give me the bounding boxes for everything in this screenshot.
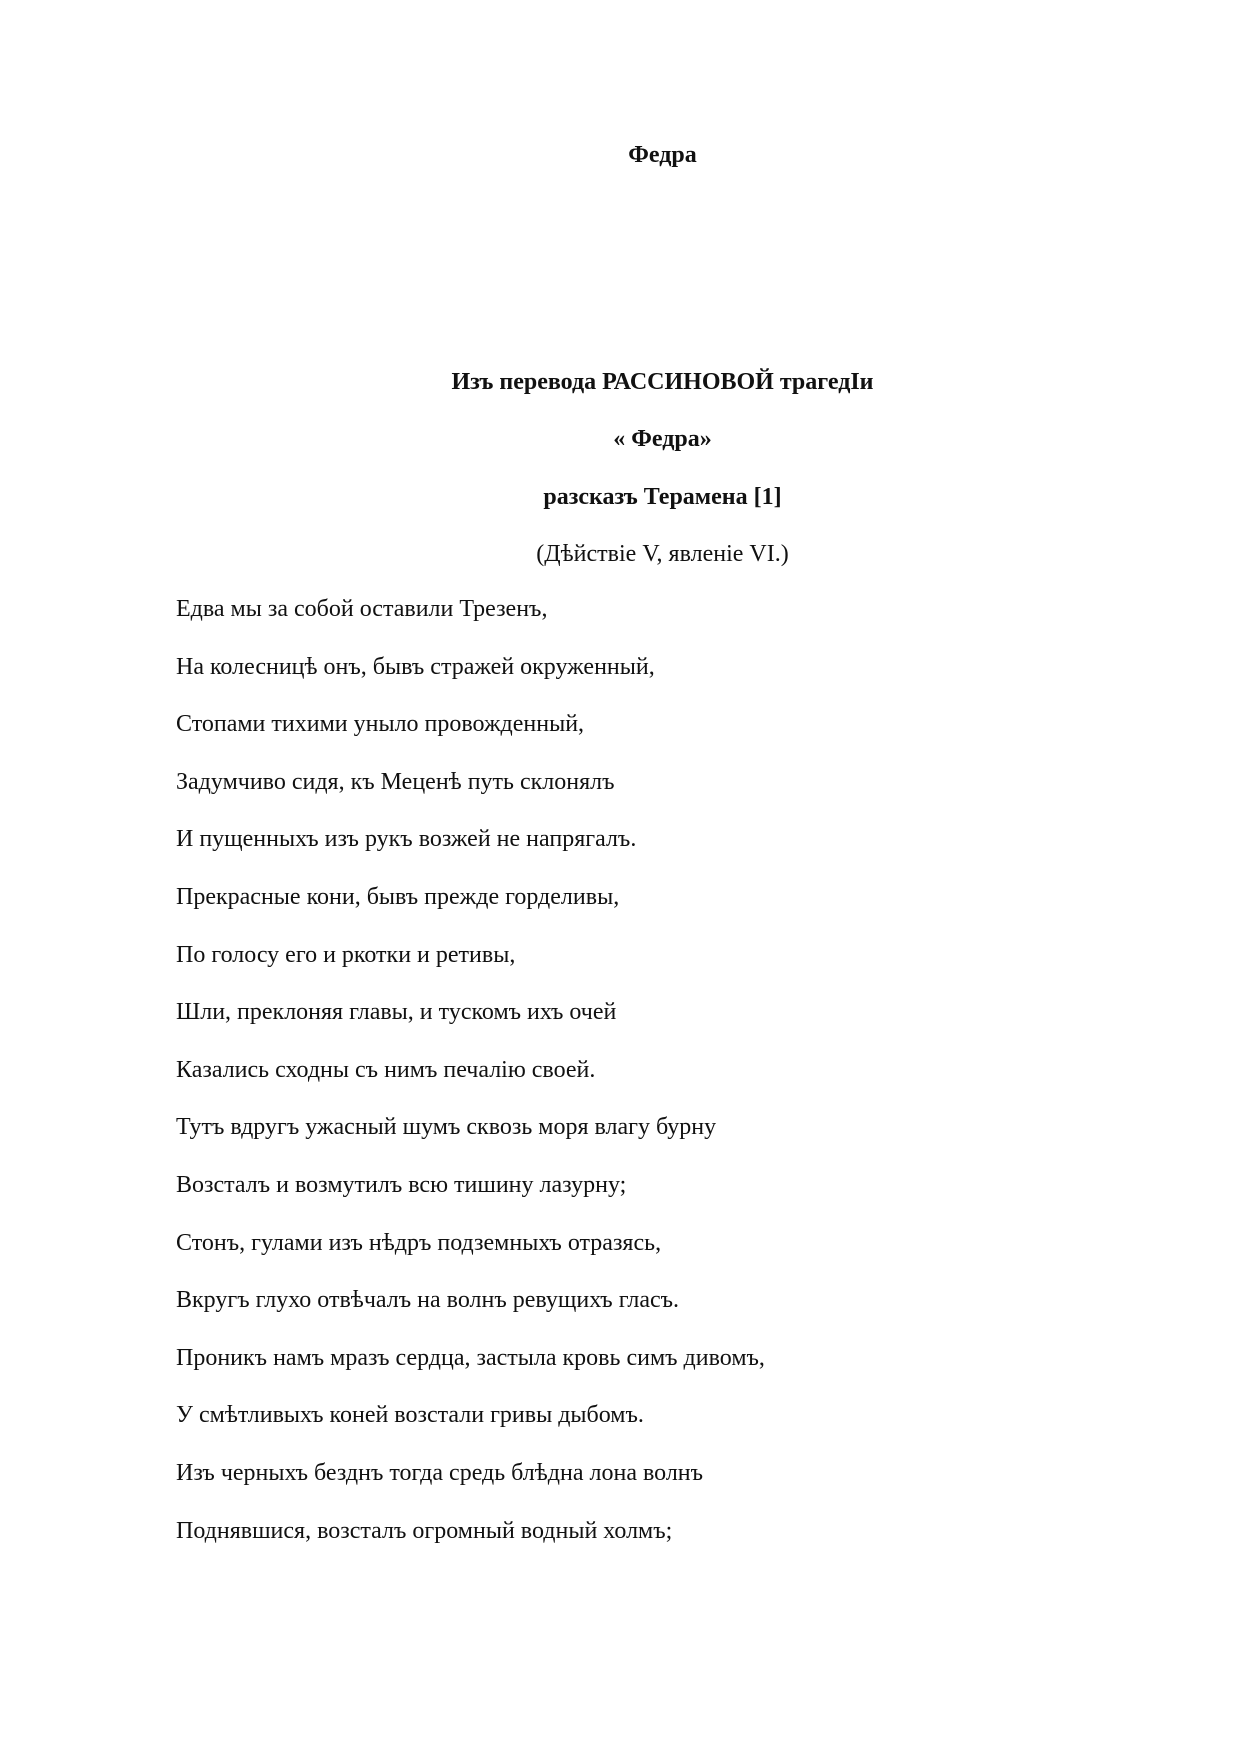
verse-line: Изъ черныхъ безднъ тогда средь блѣдна лона волнъ: [176, 1459, 704, 1486]
verse-line: Казались сходны съ нимъ печалію своей.: [176, 1056, 596, 1083]
verse-line: Стопами тихими уныло провожденный,: [176, 711, 585, 738]
verse-line: У смѣтливыхъ коней возстали гривы дыбомъ.: [176, 1402, 644, 1429]
verse-line: На колесницѣ онъ, бывъ стражей окруженный,: [176, 653, 655, 680]
verse-line: Шли, преклоняя главы, и тускомъ ихъ очей: [176, 999, 617, 1026]
verse-line: Задумчиво сидя, къ Меценѣ путь склонялъ: [176, 768, 615, 795]
document-title: Федра: [628, 142, 697, 168]
verse-line: Возсталъ и возмутилъ всю тишину лазурну;: [176, 1171, 627, 1198]
play-title-heading: « Федра»: [613, 426, 712, 452]
verse-line: Вкругъ глухо отвѣчалъ на волнъ ревущихъ гласъ.: [176, 1287, 680, 1314]
act-scene-heading: (Дѣйствіе V, явленіе VI.): [536, 541, 789, 567]
verse-line: Поднявшися, возсталъ огромный водный холмъ;: [176, 1517, 673, 1544]
verse-line: Тутъ вдругъ ужасный шумъ сквозь моря влагу бурну: [176, 1114, 717, 1141]
verse-line: Прекрасные кони, бывъ прежде горделивы,: [176, 883, 620, 910]
translation-heading: Изъ перевода РАССИНОВОЙ трагедІи: [451, 369, 874, 395]
verse-lines: [176, 594, 765, 1573]
verse-line: Проникъ намъ мразъ сердца, застыла кровь симъ дивомъ,: [176, 1344, 765, 1371]
verse-line: По голосу его и ркотки и ретивы,: [176, 941, 516, 968]
story-heading: разсказъ Терамена [1]: [543, 484, 782, 510]
verse-line: Едва мы за собой оставили Трезенъ,: [176, 596, 548, 622]
verse-line: И пущенныхъ изъ рукъ возжей не напрягалъ.: [176, 826, 637, 853]
verse-line: Стонъ, гулами изъ нѣдръ подземныхъ отразясь,: [176, 1229, 662, 1256]
